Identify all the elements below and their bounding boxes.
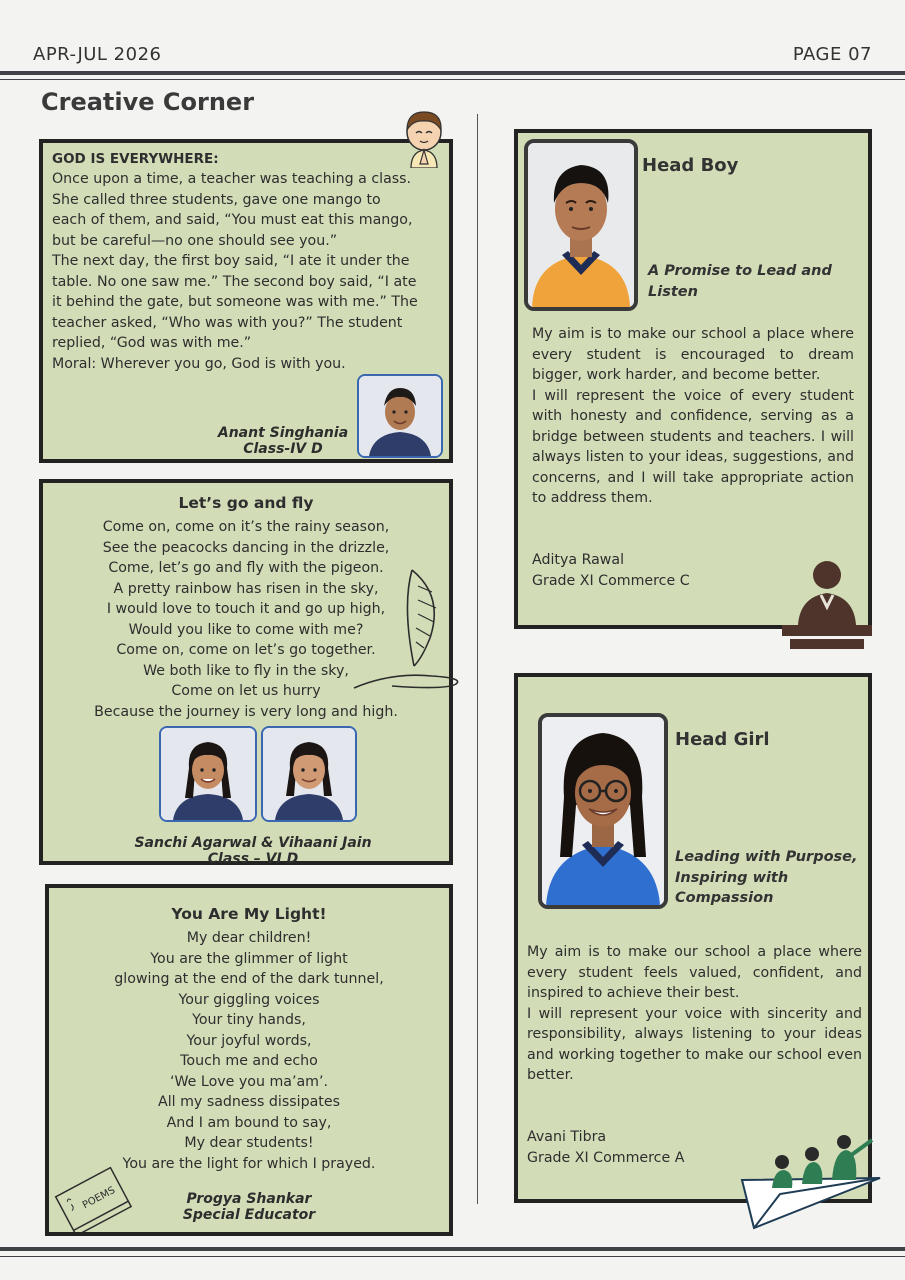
story-line: Once upon a time, a teacher was teaching a class. bbox=[52, 171, 412, 187]
page-number: PAGE 07 bbox=[792, 44, 872, 65]
poem2-line: And I am bound to say, bbox=[166, 1114, 332, 1131]
poem2-title: You Are My Light! bbox=[171, 905, 327, 923]
story-heading: GOD IS EVERYWHERE: bbox=[52, 151, 219, 167]
podium-speaker-icon bbox=[782, 559, 872, 651]
poem1-class: Class – VI D bbox=[207, 851, 299, 867]
head-boy-signature bbox=[532, 550, 690, 591]
head-boy-name: Aditya Rawal bbox=[532, 552, 625, 568]
footer-rule-thin bbox=[0, 1256, 905, 1257]
section-title: Creative Corner bbox=[41, 88, 255, 116]
header-rule bbox=[0, 71, 905, 75]
poem2-line: Touch me and echo bbox=[180, 1053, 318, 1069]
poem2-line: Your giggling voices bbox=[178, 991, 320, 1008]
story-box bbox=[39, 139, 453, 463]
head-girl-box bbox=[514, 673, 872, 1203]
footer-rule bbox=[0, 1247, 905, 1251]
head-girl-name: Avani Tibra bbox=[527, 1129, 607, 1145]
poem1-line: Come on let us hurry bbox=[171, 683, 321, 699]
head-girl-slogan-line: Leading with Purpose, bbox=[675, 849, 858, 865]
student-photo-anant bbox=[357, 374, 443, 458]
poem2-line: Your tiny hands, bbox=[192, 1012, 306, 1028]
poem1-title: Let’s go and fly bbox=[178, 494, 314, 512]
poem2-author: Progya Shankar bbox=[186, 1191, 312, 1207]
student-photo-vihaani bbox=[261, 726, 357, 822]
poems-book-label: POEMS bbox=[80, 1184, 118, 1212]
head-boy-grade: Grade XI Commerce C bbox=[532, 572, 690, 589]
poem2-line: My dear students! bbox=[184, 1135, 314, 1151]
story-line: She called three students, gave one mango to bbox=[52, 191, 381, 208]
head-boy-paragraph: My aim is to make our school a place where every student is encouraged to dream bigger, work harder, and become better. bbox=[532, 326, 854, 383]
head-girl-slogan-line: Inspiring with bbox=[675, 869, 789, 886]
poem2-line: All my sadness dissipates bbox=[158, 1094, 340, 1110]
poem1-line: We both like to fly in the sky, bbox=[143, 662, 349, 679]
poem1-line: See the peacocks dancing in the drizzle, bbox=[102, 539, 390, 556]
column-divider bbox=[477, 114, 478, 1204]
poem1-line: A pretty rainbow has risen in the sky, bbox=[113, 580, 379, 597]
story-line: teacher asked, “Who was with you?” The student bbox=[52, 314, 403, 331]
poem2-byline bbox=[154, 1191, 344, 1223]
head-girl-grade: Grade XI Commerce A bbox=[527, 1149, 685, 1166]
poem1-byline bbox=[103, 835, 403, 867]
story-body bbox=[52, 169, 448, 374]
poem2-line: My dear children! bbox=[186, 930, 312, 946]
head-girl-photo bbox=[538, 713, 668, 909]
head-boy-slogan-line: A Promise to Lead and bbox=[648, 263, 832, 279]
student-photo-sanchi bbox=[159, 726, 257, 822]
poem1-line: Come on, come on let’s go together. bbox=[116, 642, 376, 658]
poems-book-icon bbox=[51, 1166, 133, 1232]
story-line: The next day, the first boy said, “I ate it under the bbox=[52, 253, 410, 269]
issue-date: APR-JUL 2026 bbox=[33, 44, 162, 65]
poem2-line: You are the glimmer of light bbox=[150, 950, 348, 967]
poem2-line: ‘We Love you ma’am’. bbox=[169, 1073, 329, 1090]
head-boy-message bbox=[532, 324, 854, 509]
story-line: it behind the gate, but someone was with me.” The bbox=[52, 294, 418, 310]
head-girl-role: Head Girl bbox=[675, 729, 770, 750]
paper-plane-team-icon bbox=[740, 1132, 882, 1230]
head-boy-paragraph: I will represent the voice of every student with honesty and confidence, serving as a bridge between students and teachers. I will always listen to your ideas, suggestions, and concerns, and I will take appropriate action to address them. bbox=[532, 387, 854, 506]
poem2-body bbox=[49, 928, 449, 1174]
poem1-line: I would love to touch it and go up high, bbox=[106, 601, 386, 617]
story-line: but be careful—no one should see you.” bbox=[52, 232, 338, 249]
poem1-line: Because the journey is very long and high. bbox=[94, 703, 398, 720]
story-line: each of them, and said, “You must eat this mango, bbox=[52, 212, 413, 228]
praying-boy-icon bbox=[401, 108, 447, 168]
story-author: Anant Singhania bbox=[217, 425, 349, 441]
head-boy-photo bbox=[524, 139, 638, 311]
story-line: table. No one saw me.” The second boy said, “I ate bbox=[52, 273, 417, 290]
head-girl-paragraph: I will represent your voice with sincerity and responsibility, always listening to your ideas and working together to make our school even better. bbox=[527, 1005, 862, 1083]
head-girl-slogan-line: Compassion bbox=[675, 890, 774, 906]
poem2-line: You are the light for which I prayed. bbox=[122, 1155, 376, 1172]
head-girl-message bbox=[527, 942, 862, 1086]
head-boy-slogan-line: Listen bbox=[648, 283, 698, 300]
head-girl-slogan bbox=[675, 847, 865, 909]
feather-doodle-icon bbox=[352, 566, 464, 690]
poem2-role: Special Educator bbox=[182, 1207, 316, 1223]
head-boy-box bbox=[514, 129, 872, 629]
poem2-line: Your joyful words, bbox=[186, 1032, 312, 1049]
poem2-box bbox=[45, 884, 453, 1236]
story-line: Moral: Wherever you go, God is with you. bbox=[52, 355, 346, 372]
story-class: Class-IV D bbox=[243, 441, 323, 457]
story-byline bbox=[203, 425, 363, 457]
poem1-line: Come on, come on it’s the rainy season, bbox=[102, 519, 390, 535]
poem1-line: Come, let’s go and fly with the pigeon. bbox=[108, 560, 384, 576]
head-boy-role: Head Boy bbox=[642, 155, 739, 176]
poem1-authors: Sanchi Agarwal & Vihaani Jain bbox=[134, 835, 372, 851]
head-boy-slogan bbox=[648, 261, 848, 302]
story-line: replied, “God was with me.” bbox=[52, 335, 252, 351]
head-girl-paragraph: My aim is to make our school a place where every student feels valued, confident, and inspired to achieve their best. bbox=[527, 944, 862, 1001]
head-girl-signature bbox=[527, 1127, 684, 1168]
poem2-line: glowing at the end of the dark tunnel, bbox=[114, 971, 384, 987]
poem1-line: Would you like to come with me? bbox=[128, 621, 364, 638]
header-rule-thin bbox=[0, 79, 905, 80]
